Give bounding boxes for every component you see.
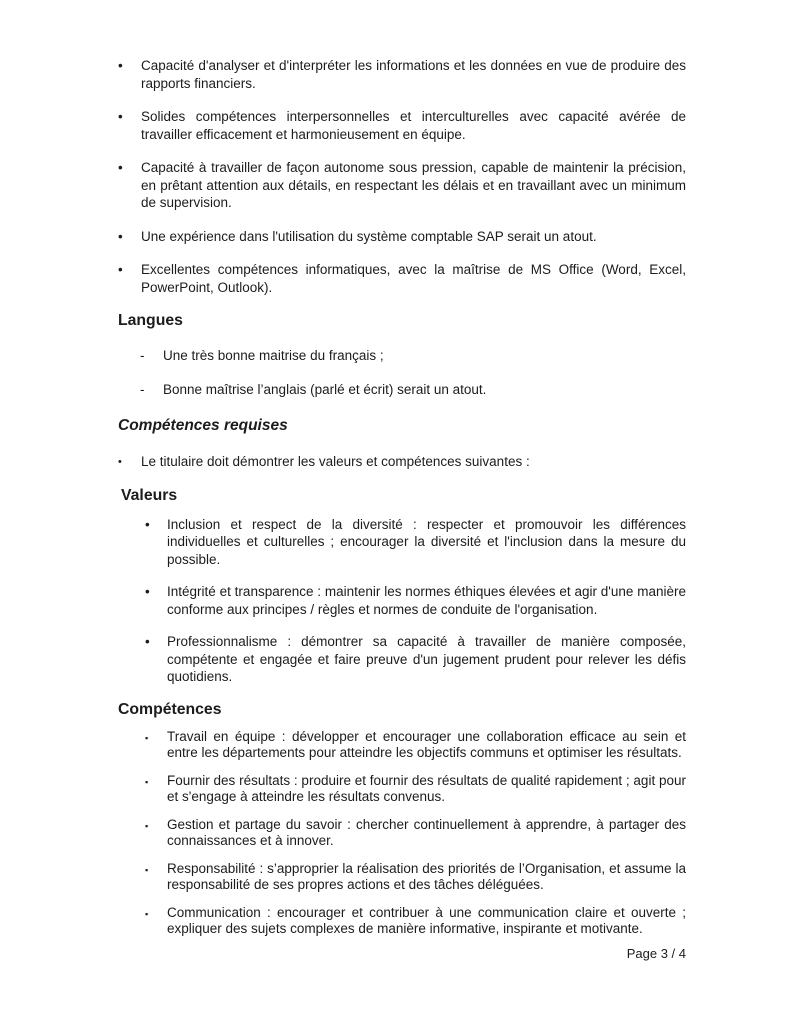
list-item bbox=[118, 108, 686, 143]
list-item bbox=[140, 347, 686, 365]
list-item bbox=[145, 817, 686, 848]
square-bullet-icon: ▪ bbox=[145, 821, 149, 831]
bullet-icon: • bbox=[118, 58, 123, 73]
bullet-icon: • bbox=[145, 584, 150, 599]
list-item-text: Gestion et partage du savoir : chercher continuellement à apprendre, à partager des connaissances et à innover. bbox=[167, 817, 686, 848]
list-item bbox=[118, 261, 686, 296]
square-bullet-icon: ▪ bbox=[145, 733, 149, 743]
valeurs-list bbox=[118, 516, 686, 686]
bullet-icon: • bbox=[145, 634, 150, 649]
intro-text: Le titulaire doit démontrer les valeurs et compétences suivantes : bbox=[141, 453, 530, 469]
competences-heading: Compétences bbox=[118, 700, 222, 718]
bullet-icon: • bbox=[145, 516, 150, 532]
dash-icon: - bbox=[140, 382, 145, 397]
list-item-text: Responsabilité : s’approprier la réalisation des priorités de l’Organisation, et assume la responsabilité de ses propres actions et des tâches déléguées. bbox=[167, 861, 686, 892]
langues-list bbox=[118, 347, 686, 399]
list-item bbox=[118, 228, 686, 246]
list-item-text: Bonne maîtrise l’anglais (parlé et écrit) serait un atout. bbox=[163, 382, 487, 397]
square-bullet-icon: ▪ bbox=[145, 909, 149, 919]
square-bullet-icon: ▪ bbox=[145, 777, 149, 787]
bullet-icon: • bbox=[118, 160, 123, 175]
bullet-icon: • bbox=[118, 262, 123, 277]
list-item bbox=[140, 381, 686, 399]
list-item bbox=[145, 516, 686, 569]
list-item-text: Capacité d'analyser et d'interpréter les informations et les données en vue de produire des rapports financiers. bbox=[141, 58, 686, 91]
list-item-text: Professionnalisme : démontrer sa capacité à travailler de manière composée, compétente et engagée et faire preuve d'un jugement prudent pour relever les défis quotidiens. bbox=[167, 634, 686, 684]
qualifications-list bbox=[118, 57, 686, 296]
valeurs-heading: Valeurs bbox=[121, 487, 178, 504]
list-item-text: Une expérience dans l'utilisation du système comptable SAP serait un atout. bbox=[141, 228, 597, 244]
page-number: Page 3 / 4 bbox=[626, 945, 686, 961]
competences-requises-heading: Compétences requises bbox=[118, 416, 288, 434]
list-item bbox=[145, 861, 686, 892]
list-item bbox=[118, 57, 686, 92]
list-item bbox=[145, 729, 686, 760]
list-item-text: Travail en équipe : développer et encourager une collaboration efficace au sein et entre les départements pour atteindre les objectifs communs et optimiser les résultats. bbox=[167, 729, 686, 760]
list-item bbox=[118, 159, 686, 212]
list-item-text: Fournir des résultats : produire et fournir des résultats de qualité rapidement ; agit pour et s'engage à atteindre les résultats convenus. bbox=[167, 773, 686, 804]
square-bullet-icon: ▪ bbox=[145, 865, 149, 875]
bullet-icon: • bbox=[118, 228, 123, 244]
bullet-icon: • bbox=[118, 109, 123, 124]
langues-heading: Langues bbox=[118, 312, 183, 329]
list-item bbox=[145, 905, 686, 936]
list-item bbox=[145, 633, 686, 686]
intro-line bbox=[118, 453, 686, 472]
list-item-text: Solides compétences interpersonnelles et interculturelles avec capacité avérée de travailler efficacement et harmonieusement en équipe. bbox=[141, 109, 686, 142]
bullet-icon: • bbox=[118, 455, 122, 468]
list-item bbox=[145, 583, 686, 618]
list-item bbox=[145, 773, 686, 804]
dash-icon: - bbox=[140, 347, 145, 363]
list-item-text: Capacité à travailler de façon autonome sous pression, capable de maintenir la précision, en prêtant attention aux détails, en respectant les délais et en travaillant avec un minimum de supervision. bbox=[141, 160, 686, 210]
list-item-text: Intégrité et transparence : maintenir les normes éthiques élevées et agir d'une manière conforme aux principes / règles et normes de conduite de l'organisation. bbox=[167, 584, 686, 617]
list-item-text: Une très bonne maitrise du français ; bbox=[163, 347, 384, 363]
competences-list bbox=[118, 729, 686, 936]
list-item-text: Excellentes compétences informatiques, avec la maîtrise de MS Office (Word, Excel, PowerPoint, Outlook). bbox=[141, 262, 686, 295]
list-item-text: Inclusion et respect de la diversité : respecter et promouvoir les différences individuelles et culturelles ; encourager la diversité et l'inclusion dans la mesure du possible. bbox=[167, 516, 686, 567]
list-item-text: Communication : encourager et contribuer à une communication claire et ouverte ; expliquer des sujets complexes de manière informative, inspirante et motivante. bbox=[167, 905, 686, 936]
